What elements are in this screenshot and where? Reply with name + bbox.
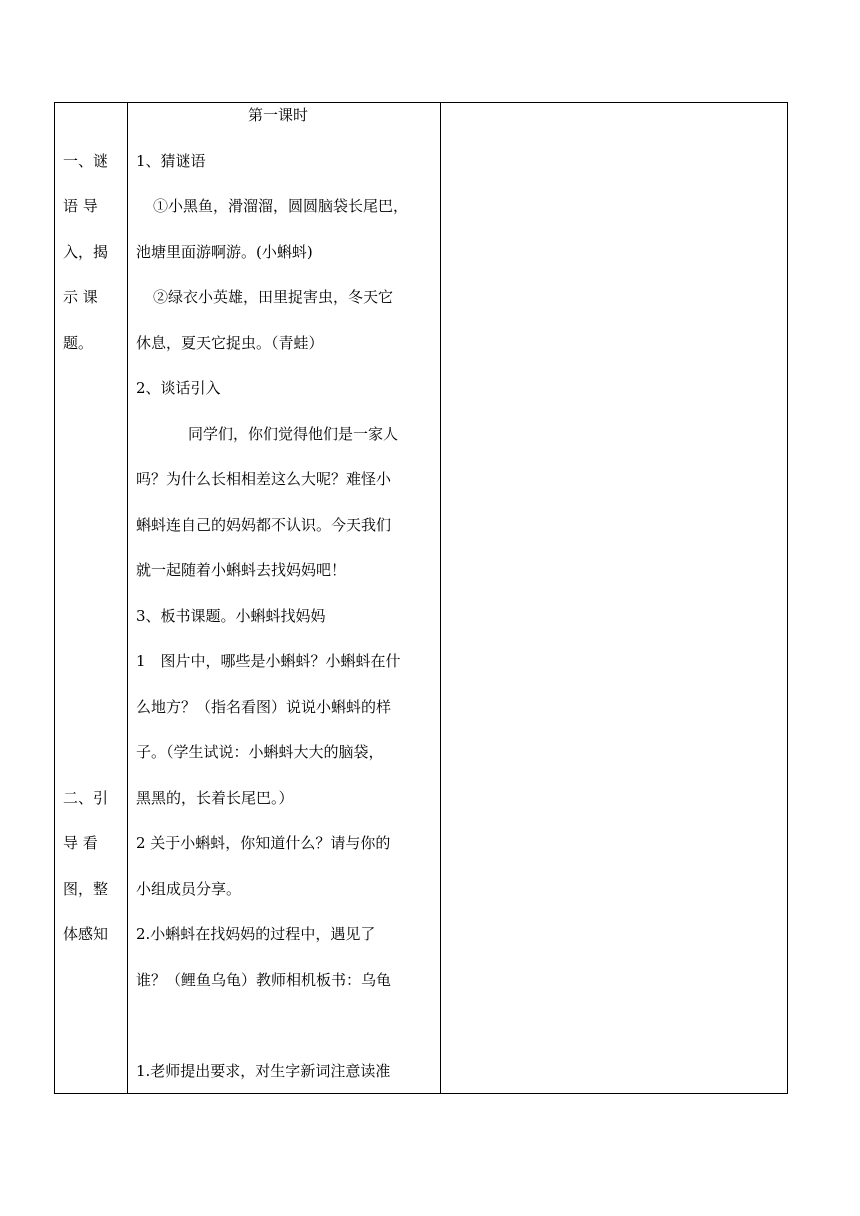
steps-column (55, 103, 127, 1093)
content-line: 黑黑的，长着长尾巴。） (136, 789, 294, 807)
content-line: 2.小蝌蚪在找妈妈的过程中，遇见了 (136, 925, 376, 943)
content-line: 蝌蚪连自己的妈妈都不认识。今天我们 (136, 516, 392, 534)
content-line: 么地方？（指名看图）说说小蝌蚪的样 (136, 698, 392, 716)
content-line: 1 图片中，哪些是小蝌蚪？小蝌蚪在什 (136, 652, 401, 670)
content-line: 子。（学生试说：小蝌蚪大大的脑袋， (136, 743, 384, 761)
step-line: 体感知 (63, 925, 109, 943)
content-line: 吗？为什么长相相差这么大呢？难怪小 (136, 470, 392, 488)
content-line: 同学们，你们觉得他们是一家人 (188, 425, 399, 443)
step-line: 一、谜 (63, 152, 109, 170)
content-line: 就一起随着小蝌蚪去找妈妈吧！ (136, 561, 347, 579)
content-line: 池塘里面游啊游。(小蝌蚪) (136, 243, 313, 261)
lesson-title: 第一课时 (248, 106, 309, 124)
content-line: 3、板书课题。小蝌蚪找妈妈 (136, 607, 326, 625)
step-line: 导 看 (63, 834, 98, 852)
content-line: 1.老师提出要求，对生字新词注意读准 (136, 1062, 391, 1080)
content-column (128, 103, 440, 1093)
step-line: 图，整 (63, 880, 109, 898)
step-line: 示 课 (63, 288, 98, 306)
notes-column (441, 103, 787, 1093)
lesson-plan-table (54, 102, 788, 1094)
content-line: ①小黑鱼，滑溜溜，圆圆脑袋长尾巴， (153, 197, 409, 215)
content-line: 小组成员分享。 (136, 880, 242, 898)
content-line: 2 关于小蝌蚪，你知道什么？请与你的 (136, 834, 391, 852)
content-line: 休息，夏天它捉虫。（青蛙） (136, 334, 324, 352)
content-line: 1、猜谜语 (136, 152, 206, 170)
step-line: 题。 (63, 334, 94, 352)
content-line: 2、谈话引入 (136, 379, 221, 397)
content-line: ②绿衣小英雄，田里捉害虫，冬天它 (153, 288, 394, 306)
step-line: 二、引 (63, 789, 109, 807)
step-line: 入，揭 (63, 243, 109, 261)
content-line: 谁？（鲤鱼乌龟）教师相机板书：乌龟 (136, 971, 392, 989)
step-line: 语 导 (63, 197, 98, 215)
